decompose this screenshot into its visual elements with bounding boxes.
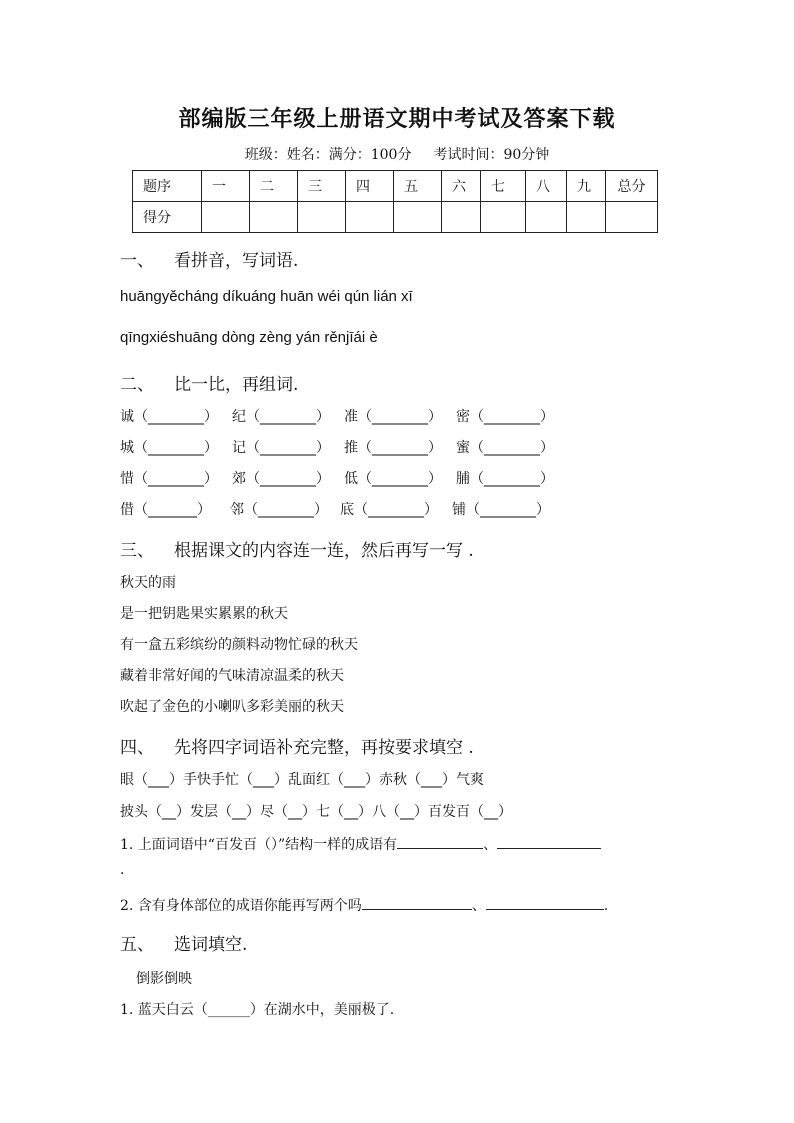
score-table-score-row xyxy=(133,202,658,233)
score-input-cell[interactable] xyxy=(481,202,526,233)
compare-item[interactable]: 脯（________） xyxy=(456,471,554,487)
table-cell: 二 xyxy=(250,171,298,202)
compare-row xyxy=(120,406,568,426)
table-cell: 三 xyxy=(298,171,346,202)
question-text: 1. 上面词语中“百发百（）”结构一样的成语有 xyxy=(120,837,398,853)
table-cell: 一 xyxy=(202,171,250,202)
match-line: 吹起了金色的小喇叭多彩美丽的秋天 xyxy=(120,699,344,715)
table-cell: 七 xyxy=(481,171,526,202)
exam-time-label: 考试时间：90分钟 xyxy=(433,147,550,163)
table-cell: 题序 xyxy=(133,171,202,202)
class-name-score-label: 班级：姓名：满分：100分 xyxy=(244,147,412,163)
answer-blank[interactable]: ______ xyxy=(207,1002,250,1018)
score-table-header-row xyxy=(133,171,658,202)
section-title: 根据课文的内容连一连，然后再写一写 . xyxy=(174,541,474,561)
compare-item[interactable]: 城（________） xyxy=(120,440,218,456)
match-line: 是一把钥匙果实累累的秋天 xyxy=(120,606,288,622)
compare-item[interactable]: 低（________） xyxy=(344,471,442,487)
compare-item[interactable]: 铺（________） xyxy=(452,502,550,518)
section-title: 看拼音，写词语. xyxy=(174,251,299,271)
compare-item[interactable]: 记（________） xyxy=(232,440,330,456)
compare-item[interactable]: 诚（________） xyxy=(120,409,218,425)
score-table xyxy=(132,170,658,233)
section-4-heading xyxy=(120,733,474,758)
section-title: 先将四字词语补充完整，再按要求填空 . xyxy=(174,738,474,758)
separator: 、 xyxy=(471,898,486,914)
idiom-line[interactable]: 披头（__）发层（__）尽（__）七（__）八（__）百发百（__） xyxy=(120,804,512,820)
compare-item[interactable]: 底（________） xyxy=(340,502,438,518)
score-input-cell[interactable] xyxy=(250,202,298,233)
section-number: 五、 xyxy=(120,935,154,955)
answer-blank[interactable] xyxy=(397,834,483,849)
score-input-cell[interactable] xyxy=(298,202,346,233)
answer-blank[interactable] xyxy=(362,895,472,910)
separator: 、 xyxy=(483,837,498,853)
question-text: 2. 含有身体部位的成语你能再写两个吗 xyxy=(120,898,362,914)
question-5-1 xyxy=(120,999,394,1019)
idiom-line[interactable]: 眼（___）手快手忙（___）乱面红（___）赤秋（___）气爽 xyxy=(120,772,484,788)
score-input-cell[interactable] xyxy=(346,202,394,233)
compare-item[interactable]: 借（_______） xyxy=(120,502,211,518)
section-5-heading xyxy=(120,930,247,955)
table-cell: 五 xyxy=(394,171,442,202)
section-1-heading xyxy=(120,246,298,271)
section-2-heading xyxy=(120,370,298,395)
question-end-mark: . xyxy=(120,862,125,878)
section-title: 选词填空. xyxy=(174,935,248,955)
score-input-cell[interactable] xyxy=(567,202,606,233)
pinyin-line: qīngxiéshuāng dòng zèng yán rěnjīái è xyxy=(120,329,378,346)
question-text: 1. 蓝天白云（ xyxy=(120,1002,208,1018)
compare-item[interactable]: 密（________） xyxy=(456,409,554,425)
table-cell: 四 xyxy=(346,171,394,202)
section-number: 二、 xyxy=(120,375,154,395)
compare-item[interactable]: 纪（________） xyxy=(232,409,330,425)
compare-item[interactable]: 邻（________） xyxy=(230,502,328,518)
score-input-cell[interactable] xyxy=(606,202,658,233)
section-title: 比一比，再组词. xyxy=(174,375,299,395)
section-number: 三、 xyxy=(120,541,154,561)
table-cell: 八 xyxy=(526,171,567,202)
word-choices: 倒影倒映 xyxy=(136,971,192,987)
pinyin-line: huāngyěcháng díkuáng huān wéi qún lián xī xyxy=(120,288,413,305)
compare-item[interactable]: 郊（________） xyxy=(232,471,330,487)
match-line: 藏着非常好闻的气味清凉温柔的秋天 xyxy=(120,668,344,684)
score-input-cell[interactable] xyxy=(202,202,250,233)
score-input-cell[interactable] xyxy=(526,202,567,233)
question-4-1 xyxy=(120,834,601,854)
table-cell: 得分 xyxy=(133,202,202,233)
compare-item[interactable]: 准（________） xyxy=(344,409,442,425)
answer-blank[interactable] xyxy=(497,834,601,849)
question-4-2 xyxy=(120,895,608,915)
exam-info xyxy=(0,144,794,164)
compare-row xyxy=(120,437,568,457)
compare-row xyxy=(120,468,568,488)
match-line: 有一盒五彩缤纷的颜料动物忙碌的秋天 xyxy=(120,637,358,653)
question-text: ）在湖水中，美丽极了. xyxy=(249,1002,395,1018)
table-cell: 九 xyxy=(567,171,606,202)
compare-item[interactable]: 蜜（________） xyxy=(456,440,554,456)
page-title: 部编版三年级上册语文期中考试及答案下载 xyxy=(178,106,616,132)
section-number: 四、 xyxy=(120,738,154,758)
table-cell: 总分 xyxy=(606,171,658,202)
compare-item[interactable]: 惜（________） xyxy=(120,471,218,487)
compare-item[interactable]: 推（________） xyxy=(344,440,442,456)
section-number: 一、 xyxy=(120,251,154,271)
question-end-mark: . xyxy=(603,898,609,914)
table-cell: 六 xyxy=(442,171,481,202)
section-3-heading xyxy=(120,536,474,561)
score-input-cell[interactable] xyxy=(442,202,481,233)
score-input-cell[interactable] xyxy=(394,202,442,233)
answer-blank[interactable] xyxy=(486,895,604,910)
match-line: 秋天的雨 xyxy=(120,575,176,591)
compare-row xyxy=(120,499,564,519)
